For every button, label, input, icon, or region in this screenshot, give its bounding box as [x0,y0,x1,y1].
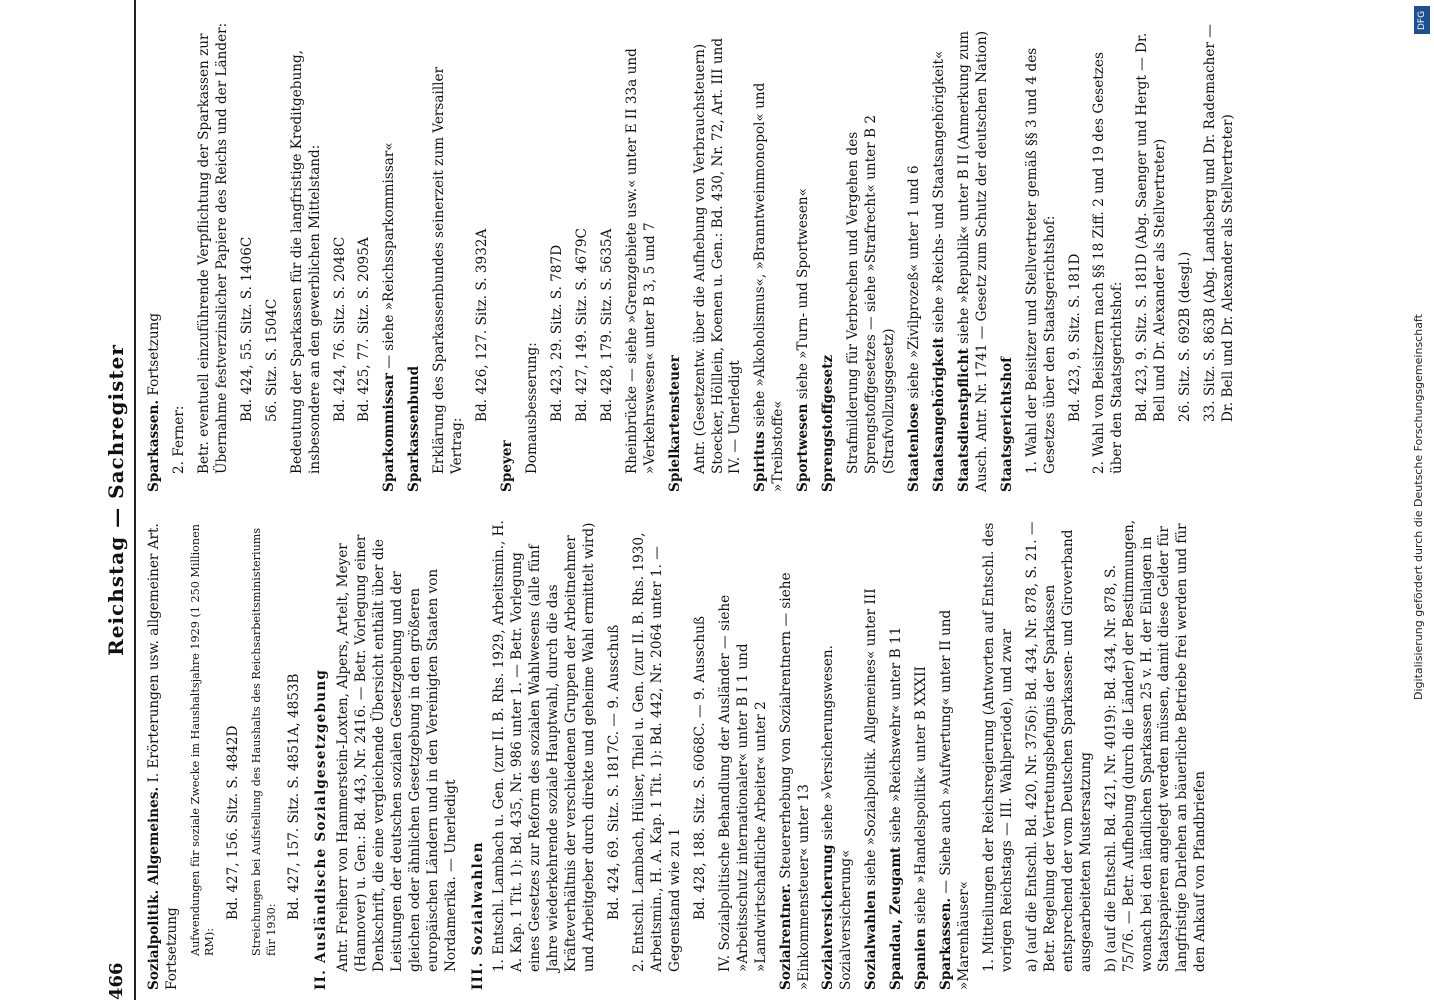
index-entry [931,20,949,492]
entry-text: siehe »Versicherungswesen. Sozialversicherung« [820,645,855,990]
entry-text: Domausbesserung: [524,342,540,474]
index-entry [981,518,1017,990]
entry-text: Strafmilderung für Verbrechen und Vergehen des Sprengstoffgesetzes — siehe »Strafrecht« unter B 2 (Strafvollzugsgesetz) [845,115,897,474]
entry-text: 2. Wahl von Beisitzern nach §§ 18 Ziff. 2 und 19 des Gesetzes über den Staatsgerichtshof: [1091,52,1126,474]
index-entry [431,20,467,492]
entry-keyword: Spiritus [752,431,769,492]
dfg-sidebar [1412,0,1432,1000]
index-entry [171,20,189,492]
index-entry [692,20,746,492]
volume-reference: 26. Sitz. S. 692B (desgl.) [1177,251,1194,422]
entry-keyword: Sparkommissar [381,373,398,492]
index-entry [795,20,813,492]
volume-reference: 56. Sitz. S. 1504C [263,298,280,422]
running-title: Reichstag — Sachregister [104,344,128,656]
volume-reference: Bd. 428, 188. Sitz. S. 6068C. — 9. Ausschuß [691,616,708,920]
index-entry [491,518,599,990]
volume-reference: Bd. 427, 149. Sitz. S. 4679C [573,228,590,422]
volume-reference: Bd. 424, 55. Sitz. S. 1406C [238,236,255,422]
entry-text: siehe »Sozialpolitik. Allgemeines« unter III [863,588,880,891]
entry-text: Rheinbrücke — siehe »Grenzgebiete usw.« unter E II 33a und »Verkehrswesen« unter B 3, 5 und 7 [623,48,658,474]
section-heading: II. Ausländische Sozialgesetzgebung [313,668,329,990]
entry-keyword: Sparkassen. [938,897,955,990]
entry-keyword: Staatsdienstpflicht [955,348,972,492]
rotated-document-page [100,0,1300,1000]
index-entry [913,518,931,990]
entry-text: — siehe »Reichssparkommissar« [381,142,398,373]
index-entry [956,20,992,492]
index-entry [906,20,924,492]
entry-text: 1. Entschl. Lambach u. Gen. (zur II. B. Rhs. 1929, Arbeitsmin., H. A. Kap. 1 Tit. 1): Bd. 435, Nr. 986 unter 1. — Betr. Vorlegung eines Gesetzes zur Reform des sozialen Wahlwesens (alle fünf Jahre wiederkehrende soziale Hauptwahl, durch die das Kräfteverhältnis der verschiedenen Gruppen der Arbeitnehmer und Arbeitgeber durch direkte und geheime Wahl ermittelt wird) [491,520,598,972]
entry-text: Bedeutung der Sparkassen für die langfristige Kreditgebung, insbesondere an den gewerblichen Mittelstand: [288,50,323,474]
page-header [100,0,136,1000]
volume-reference: Bd. 428, 179. Sitz. S. 5635A [598,228,615,422]
entry-keyword: Spielkartensteuer [666,355,683,492]
index-entry [820,20,838,492]
index-entry [146,518,182,990]
index-entry [624,20,660,492]
entry-text: b) (auf die Entschl. Bd. 421, Nr. 4019): Bd. 434, Nr. 878, S. 75/76. — Betr. Aufhebung (durch die Länder) der Bestimmungen, wonach bei den ländlichen Sparkassen 25 v. H. der Einlagen in Staatspapieren angelegt werden müssen, damit diese Gelder für langfristige Darlehen an bäuerliche Betriebe frei werden und für den Ankauf von Pfandbriefen [1102,519,1209,972]
entry-keyword: Staatsgerichtshof [998,356,1015,492]
index-entry [196,20,232,492]
entry-text: 2. Entschl. Lambach, Hülser, Thiel u. Gen. (zur II. B. Rhs. 1930, Arbeitsmin., H. A. Kap. 1 Tit. 1): Bd. 442, Nr. 2064 unter 1. — Gegenstand wie zu 1 [631,532,683,972]
volume-reference: 33. Sitz. S. 863B (Abg. Landsberg und Dr. Rademacher — Dr. Bell und Dr. Alexander als Stellvertreter) [1202,24,1237,422]
entry-text: siehe »Turn- und Sportwesen« [795,188,812,404]
entry-text: 2. Ferner: [170,405,187,474]
entry-text: — Siehe auch »Aufwertung« unter II und »Marenhäuser« [938,609,973,990]
index-entry [938,518,974,990]
entry-keyword: Sparkassen. [146,399,162,492]
entry-text: Fortsetzung [146,312,162,400]
entry-text: I. Erörterungen usw. allgemeiner Art. Fortsetzung [146,523,180,990]
entry-text: 1. Wahl der Beisitzer und Stellvertreter gemäß §§ 3 und 4 des Gesetzes über den Staatsgerichtshof: [1023,47,1058,474]
index-entry [289,20,325,492]
index-entry [778,518,814,990]
entry-keyword: Sportwesen [795,403,812,492]
index-entry [717,518,771,990]
entry-keyword: Staatsangehörigkeit [930,337,947,492]
index-entry [845,20,899,492]
entry-text: siehe »Reichswehr« unter B 11 [888,626,905,847]
index-entry [1024,518,1096,990]
page-number: 466 [106,962,127,1000]
index-entry [820,518,856,990]
entry-text: Antr. Freiherr von Hammerstein-Loxten, Alpers, Artelt, Meyer (Hannover) u. Gen.: Bd. 443, Nr. 2416. — Betr. Vorlegung einer Denkschrift, die eine vergleichende Übersicht enthält über die Leistungen der deutschen sozialen Gesetzgebung und der gleichen oder ähnlichen Gesetzgebung in den größeren europäischen Ländern und in den Vereinigten Staaten von Nordamerika. — Unerledigt [334,534,459,972]
index-entry [1103,518,1211,990]
entry-text: a) (auf die Entschl. Bd. 420, Nr. 3756): Bd. 434, Nr. 878, S. 21. — Betr. Regelung der Vertretungsbefugnis der Sparkassen entsprechend der vom Deutschen Sparkassen- und Giroverband ausgearbeiteten Mustersatzung [1023,521,1094,972]
section-heading: III. Sozialwahlen [469,841,486,990]
entry-note: Aufwendungen für soziale Zwecke im Haushaltsjahre 1929 (1 250 Millionen RM): [188,524,217,956]
volume-reference: Bd. 427, 156. Sitz. S. 4842D [225,725,241,920]
volume-reference: Bd. 423, 9. Sitz. S. 181D (Abg. Saenger und Hergt — Dr. Bell und Dr. Alexander als Stellvertreter) [1134,32,1169,422]
entry-text: Antr. (Gesetzentw. über die Aufhebung von Verbrauchsteuern) Stoecker, Hölllein, Koenen u. Gen.: Bd. 430, Nr. 72, Art. III und IV. — Unerledigt [691,37,744,474]
entry-text: Steuererhebung von Sozialrentnern — siehe »Einkommensteuer« unter 13 [777,572,812,990]
volume-reference: Bd. 424, 69. Sitz. S. 1817C. — 9. Ausschuß [606,624,623,920]
index-entry [752,20,788,492]
entry-text: Betr. eventuell einzuführende Verpflichtung der Sparkassen zur Übernahme festverzinslicher Papiere des Reichs und der Länder: [195,22,230,474]
digitization-credit: Digitalisierung gefördert durch die Deutsche Forschungsgemeinschaft [1412,314,1425,700]
volume-reference: Bd. 423, 9. Sitz. S. 181D [1066,253,1083,422]
index-entry [863,518,881,990]
index-entry [631,518,685,990]
entry-keyword: Spanien [913,928,930,990]
volume-reference: Bd. 426, 127. Sitz. S. 3932A [474,228,491,422]
entry-keyword: Speyer [499,440,516,492]
index-entry [1091,20,1127,492]
entry-text: IV. Sozialpolitische Behandlung der Ausländer — siehe »Arbeitsschutz internationaler« unter B I 1 und »Landwirtschaftliche Arbeiter« unter 2 [716,594,769,972]
index-entry [888,518,906,990]
volume-reference: Bd. 427, 157. Sitz. S. 4851A, 4853B [286,673,303,920]
entry-text: 1. Mitteilungen der Reichsregierung (Antworten auf Entschl. des vorigen Reichstags — III. Wahlperiode), und zwar [981,522,1015,972]
entry-keyword: Sozialwahlen [863,890,880,990]
left-column [146,518,1266,990]
entry-keyword: Sozialversicherung [820,844,837,990]
index-entry [406,20,424,492]
index-entry [667,20,685,492]
index-entry [1024,20,1060,492]
volume-reference: Bd. 423, 29. Sitz. S. 787D [548,244,565,422]
entry-text: siehe »Handelspolitik« unter B XXXII [913,666,930,929]
dfg-logo: DFG [1414,6,1430,34]
entry-keyword: Sozialrentner. [777,883,794,990]
entry-note: Streichungen bei Aufstellung des Haushalts des Reichsarbeitsministeriums für 1930: [249,527,278,956]
entry-text: siehe »Zivilprozeß« unter 1 und 6 [905,165,922,403]
entry-keyword: Sprengstoffgesetz [820,354,837,492]
index-entry [524,20,542,492]
entry-keyword: Spandau, Zeugamt [888,846,905,990]
index-entry [999,20,1017,492]
volume-reference: Bd. 424, 76. Sitz. S. 2048C [331,236,348,422]
index-entry [499,20,517,492]
entry-text: Erklärung des Sparkassenbundes seinerzeit zum Versailler Vertrag: [431,66,466,474]
right-column [146,20,1266,492]
entry-text: siehe »Republik« unter B II (Anmerkung zum Ausch. Antr. Nr. 1741 — Gesetz zum Schutz der deutschen Nation) [955,30,990,492]
entry-keyword: Staatenlose [905,402,922,492]
entry-text: siehe »Alkoholismus«, »Branntweinmonopol« und »Treibstoffe« [752,82,787,492]
index-entry [146,20,164,492]
index-entry [335,518,461,990]
entry-keyword: Sparkassenbund [406,365,423,492]
index-entry [381,20,399,492]
entry-text: siehe »Reichs- und Staatsangehörigkeit« [930,50,947,338]
volume-reference: Bd. 425, 77. Sitz. S. 2095A [356,237,373,422]
entry-keyword: Sozialpolitik. Allgemeines. [146,786,162,990]
